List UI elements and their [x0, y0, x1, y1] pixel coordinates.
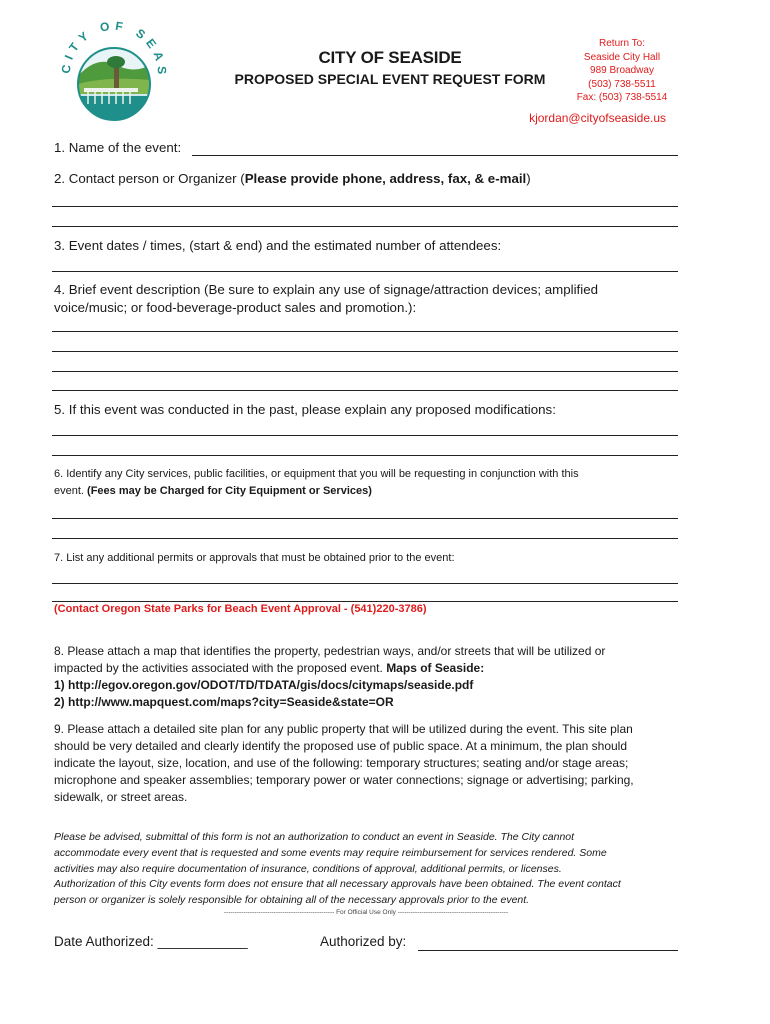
city-seal-logo: [48, 14, 176, 126]
return-fax: Fax: (503) 738-5514: [576, 92, 668, 103]
question-9-block: [54, 721, 634, 806]
q2-suffix: ): [526, 171, 531, 186]
authorized-by-label: Authorized by:: [320, 934, 407, 949]
q8-prefix: impacted by the activities associated with the proposed event.: [54, 661, 387, 675]
q6-bold-text: (Fees may be Charged for City Equipment or Services): [87, 485, 372, 497]
advisory-line-5: person or organizer is solely responsible for obtaining all of the necessary approvals prior to the event.: [54, 894, 530, 907]
q4-line-1: 4. Brief event description (Be sure to explain any use of signage/attraction devices; amplified: [54, 282, 598, 297]
q5-answer-line-1[interactable]: [52, 435, 678, 436]
q2-bold-text: Please provide phone, address, fax, & e-mail: [244, 171, 527, 186]
q7-answer-line-1[interactable]: [52, 583, 678, 584]
official-use-divider: --------------------------------------------------- For Official Use Only ---------------------------------------------------: [223, 909, 509, 916]
q4-answer-line-4[interactable]: [52, 390, 678, 391]
q4-line-2: voice/music; or food-beverage-product sales and promotion.):: [54, 300, 417, 315]
question-5-label: 5. If this event was conducted in the past, please explain any proposed modifications:: [54, 402, 556, 417]
q8-line-1: 8. Please attach a map that identifies the property, pedestrian ways, and/or streets that will be utilized or: [54, 644, 606, 658]
q5-answer-line-2[interactable]: [52, 455, 678, 456]
beach-approval-note: (Contact Oregon State Parks for Beach Event Approval - (541)220-3786): [54, 603, 427, 615]
return-street: 989 Broadway: [590, 65, 654, 76]
q9-line-1: 9. Please attach a detailed site plan for any public property that will be utilized during the event. This site plan: [54, 722, 633, 736]
q2-answer-line-2[interactable]: [52, 226, 678, 227]
advisory-line-2: accommodate every event that is requested and some events may require reimbursement for services rendered. Some: [54, 846, 607, 859]
question-7-label: 7. List any additional permits or approvals that must be obtained prior to the event:: [54, 552, 455, 564]
q9-line-3: indicate the layout, size, location, and use of the following: temporary structures; seating and/or stage areas;: [54, 756, 629, 770]
q9-line-4: microphone and speaker assemblies; temporary power or water connections; signage or advertising; parking,: [54, 773, 634, 787]
q4-answer-line-1[interactable]: [52, 331, 678, 332]
q9-line-2: should be very detailed and clearly identify the proposed use of public space. At a minimum, the plan should: [54, 739, 628, 753]
q6-answer-line-2[interactable]: [52, 538, 678, 539]
map-link-1[interactable]: 1) http://egov.oregon.gov/ODOT/TD/TDATA/gis/docs/citymaps/seaside.pdf: [54, 678, 474, 692]
q2-prefix: 2. Contact person or Organizer (: [54, 171, 245, 186]
q4-answer-line-2[interactable]: [52, 351, 678, 352]
authorized-by-line[interactable]: [418, 950, 678, 951]
q6-line-1: 6. Identify any City services, public facilities, or equipment that you will be requesting in conjunction with this: [54, 468, 579, 480]
q1-answer-line[interactable]: [192, 155, 678, 156]
question-3-label: 3. Event dates / times, (start & end) and the estimated number of attendees:: [54, 238, 502, 253]
question-6-label: [54, 466, 579, 500]
q3-answer-line[interactable]: [52, 271, 678, 272]
q8-line-2: [54, 660, 605, 677]
advisory-line-1: Please be advised, submittal of this form is not an authorization to conduct an event in Seaside. The City cannot: [54, 831, 575, 843]
map-link-2[interactable]: 2) http://www.mapquest.com/maps?city=Seaside&state=OR: [54, 695, 394, 709]
return-phone: (503) 738-5511: [588, 78, 656, 90]
return-name: Seaside City Hall: [583, 51, 661, 63]
logo-arc-text: CITY OF SEAS: [58, 18, 170, 80]
page-title: CITY OF SEASIDE: [318, 48, 462, 67]
q6-answer-line-1[interactable]: [52, 518, 678, 519]
question-8-block: [54, 643, 605, 711]
question-1-label: 1. Name of the event:: [54, 140, 182, 155]
return-label: Return To:: [599, 38, 645, 49]
q8-bold-text: Maps of Seaside:: [386, 661, 485, 675]
return-address-block: [560, 37, 684, 105]
q6-line-2: [54, 483, 579, 500]
q6-prefix: event.: [54, 485, 88, 497]
q7-answer-line-2[interactable]: [52, 601, 678, 602]
form-subtitle: PROPOSED SPECIAL EVENT REQUEST FORM: [234, 71, 546, 87]
q2-answer-line-1[interactable]: [52, 206, 678, 207]
q4-answer-line-3[interactable]: [52, 371, 678, 372]
advisory-line-3: activities may also require documentation of insurance, conditions of approval, additional permits, or licenses.: [54, 862, 562, 875]
date-authorized-field[interactable]: Date Authorized: ____________: [54, 934, 248, 949]
advisory-notice: [54, 830, 694, 909]
question-2-label: [54, 170, 531, 188]
advisory-line-4: Authorization of this City events form does not ensure that all necessary approvals have been obtained. The event contact: [54, 878, 621, 891]
q9-line-5: sidewalk, or street areas.: [54, 790, 188, 804]
question-4-label: [54, 281, 598, 317]
contact-email-link[interactable]: kjordan@cityofseaside.us: [529, 111, 666, 125]
